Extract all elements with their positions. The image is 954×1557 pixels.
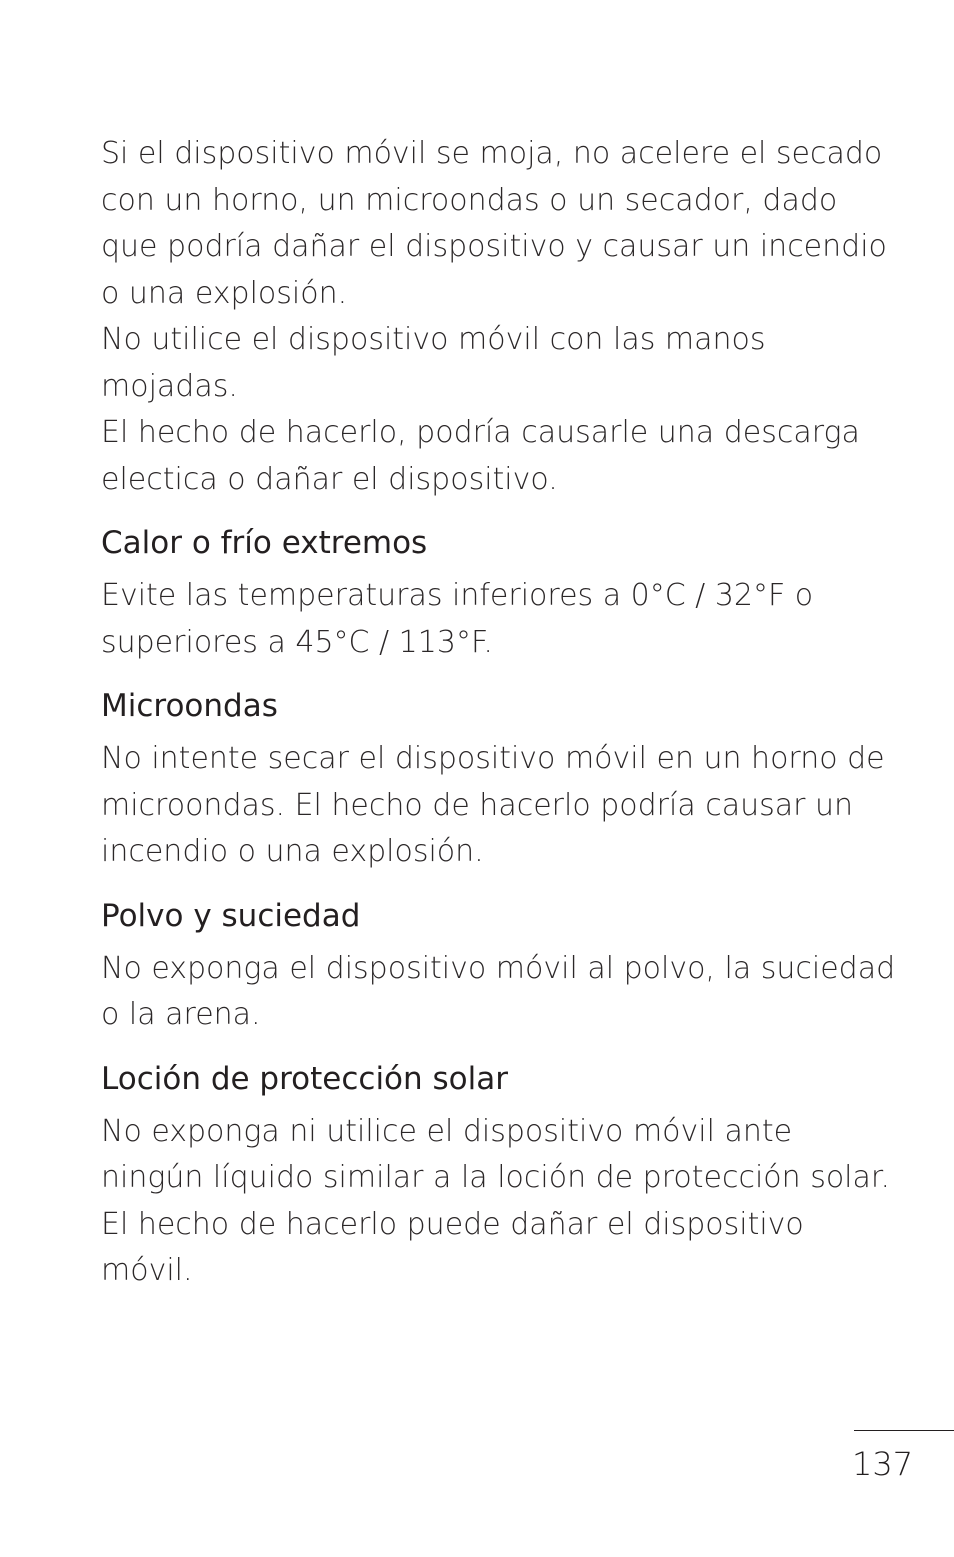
page-content: [101, 131, 901, 1313]
intro-paragraph-wet-device: Si el dispositivo móvil se moja, no acelere el secado con un horno, un microondas o un secador, dado que podría dañar el dispositivo y causar un incendio o una explosión.: [101, 136, 887, 311]
section-extreme-temperatures: [101, 521, 901, 666]
intro-paragraph-shock: El hecho de hacerlo, podría causarle una descarga electica o dañar el dispositivo.: [101, 415, 860, 497]
section-heading: Microondas: [101, 688, 278, 724]
section-body: Evite las temperaturas inferiores a 0°C / 32°F o superiores a 45°C / 113°F.: [101, 578, 814, 660]
section-heading: Calor o frío extremos: [101, 525, 428, 561]
section-heading: Loción de protección solar: [101, 1060, 508, 1097]
intro-paragraph-wet-hands: No utilice el dispositivo móvil con las manos mojadas.: [101, 322, 766, 404]
page-number: 137: [852, 1445, 914, 1483]
section-body: No intente secar el dispositivo móvil en un horno de microondas. El hecho de hacerlo podría causar un incendio o una explosión.: [101, 741, 885, 869]
section-dust-dirt: [101, 894, 901, 1039]
footer-divider: [854, 1430, 954, 1431]
section-body: No exponga ni utilice el dispositivo móvil ante ningún líquido similar a la loción de protección solar. El hecho de hacerlo puede dañar el dispositivo móvil.: [101, 1113, 891, 1288]
section-heading: Polvo y suciedad: [101, 897, 361, 934]
section-body: No exponga el dispositivo móvil al polvo, la suciedad o la arena.: [101, 950, 896, 1032]
intro-block: [101, 131, 901, 503]
section-sunscreen: [101, 1057, 901, 1295]
section-microwave: [101, 684, 901, 876]
